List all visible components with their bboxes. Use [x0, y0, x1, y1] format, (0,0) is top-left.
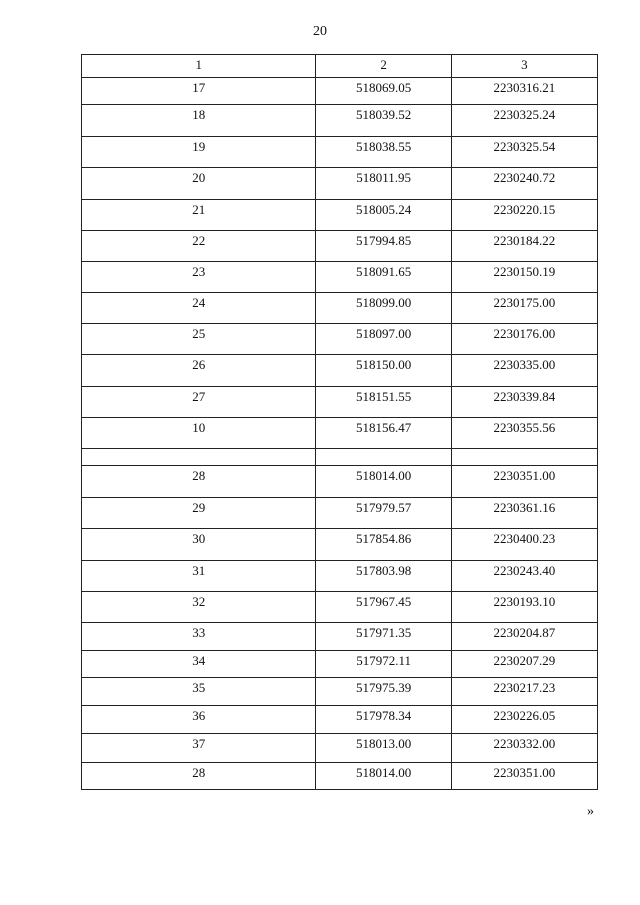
cell-point-number: 24 [82, 293, 316, 324]
cell-y-coordinate: 2230335.00 [451, 355, 597, 387]
closing-quote-mark: » [587, 804, 594, 819]
cell-point-number [82, 449, 316, 466]
cell-x-coordinate: 517972.11 [316, 651, 451, 678]
cell-y-coordinate: 2230240.72 [451, 168, 597, 200]
cell-y-coordinate: 2230332.00 [451, 734, 597, 763]
cell-y-coordinate: 2230150.19 [451, 262, 597, 293]
cell-x-coordinate: 517975.39 [316, 678, 451, 706]
cell-x-coordinate: 518038.55 [316, 137, 451, 168]
table-row [82, 498, 598, 529]
cell-x-coordinate: 517967.45 [316, 592, 451, 623]
cell-point-number: 17 [82, 78, 316, 105]
cell-y-coordinate: 2230204.87 [451, 623, 597, 651]
cell-y-coordinate: 2230176.00 [451, 324, 597, 355]
cell-x-coordinate: 517978.34 [316, 706, 451, 734]
cell-point-number: 25 [82, 324, 316, 355]
cell-y-coordinate: 2230355.56 [451, 418, 597, 449]
cell-y-coordinate: 2230184.22 [451, 231, 597, 262]
cell-y-coordinate: 2230193.10 [451, 592, 597, 623]
cell-x-coordinate: 518099.00 [316, 293, 451, 324]
cell-y-coordinate: 2230351.00 [451, 466, 597, 498]
cell-x-coordinate [316, 449, 451, 466]
table-row [82, 324, 598, 355]
table-row [82, 763, 598, 790]
cell-point-number: 37 [82, 734, 316, 763]
cell-x-coordinate: 518097.00 [316, 324, 451, 355]
cell-point-number: 32 [82, 592, 316, 623]
cell-y-coordinate: 2230339.84 [451, 387, 597, 418]
table-row [82, 387, 598, 418]
cell-point-number: 23 [82, 262, 316, 293]
table-row [82, 529, 598, 561]
cell-x-coordinate: 518011.95 [316, 168, 451, 200]
cell-x-coordinate: 517979.57 [316, 498, 451, 529]
table-row [82, 262, 598, 293]
cell-y-coordinate: 2230400.23 [451, 529, 597, 561]
cell-point-number: 30 [82, 529, 316, 561]
table-row [82, 231, 598, 262]
cell-y-coordinate: 2230361.16 [451, 498, 597, 529]
page-number: 20 [313, 24, 327, 39]
table-row [82, 734, 598, 763]
table-row [82, 623, 598, 651]
cell-x-coordinate: 518151.55 [316, 387, 451, 418]
cell-point-number: 21 [82, 200, 316, 231]
table-row [82, 678, 598, 706]
header-cell-y: 3 [451, 55, 597, 78]
cell-x-coordinate: 518014.00 [316, 466, 451, 498]
table-row [82, 592, 598, 623]
cell-point-number: 26 [82, 355, 316, 387]
cell-y-coordinate: 2230226.05 [451, 706, 597, 734]
cell-point-number: 22 [82, 231, 316, 262]
cell-point-number: 27 [82, 387, 316, 418]
cell-x-coordinate: 518069.05 [316, 78, 451, 105]
cell-x-coordinate: 517803.98 [316, 561, 451, 592]
cell-y-coordinate: 2230243.40 [451, 561, 597, 592]
cell-point-number: 18 [82, 105, 316, 137]
table-row [82, 466, 598, 498]
cell-point-number: 10 [82, 418, 316, 449]
table-row [82, 418, 598, 449]
cell-y-coordinate: 2230207.29 [451, 651, 597, 678]
cell-y-coordinate: 2230351.00 [451, 763, 597, 790]
cell-y-coordinate: 2230316.21 [451, 78, 597, 105]
cell-x-coordinate: 517994.85 [316, 231, 451, 262]
cell-x-coordinate: 517971.35 [316, 623, 451, 651]
table-row [82, 78, 598, 105]
cell-y-coordinate: 2230325.24 [451, 105, 597, 137]
cell-point-number: 31 [82, 561, 316, 592]
cell-y-coordinate [451, 449, 597, 466]
table-row [82, 105, 598, 137]
cell-point-number: 28 [82, 466, 316, 498]
cell-x-coordinate: 518039.52 [316, 105, 451, 137]
table-header-row [82, 55, 598, 78]
cell-point-number: 29 [82, 498, 316, 529]
table-row [82, 293, 598, 324]
cell-point-number: 36 [82, 706, 316, 734]
table-row [82, 168, 598, 200]
cell-x-coordinate: 518091.65 [316, 262, 451, 293]
cell-y-coordinate: 2230325.54 [451, 137, 597, 168]
table-row [82, 561, 598, 592]
table-row [82, 200, 598, 231]
table-body [82, 78, 598, 790]
header-cell-point-number: 1 [82, 55, 316, 78]
table-row [82, 355, 598, 387]
header-cell-x: 2 [316, 55, 451, 78]
cell-x-coordinate: 518150.00 [316, 355, 451, 387]
table-row [82, 137, 598, 168]
cell-point-number: 20 [82, 168, 316, 200]
table-row [82, 449, 598, 466]
cell-x-coordinate: 518013.00 [316, 734, 451, 763]
table-row [82, 706, 598, 734]
cell-point-number: 35 [82, 678, 316, 706]
table-row [82, 651, 598, 678]
cell-y-coordinate: 2230220.15 [451, 200, 597, 231]
cell-x-coordinate: 518005.24 [316, 200, 451, 231]
cell-point-number: 33 [82, 623, 316, 651]
cell-y-coordinate: 2230217.23 [451, 678, 597, 706]
cell-x-coordinate: 518156.47 [316, 418, 451, 449]
cell-x-coordinate: 517854.86 [316, 529, 451, 561]
cell-point-number: 19 [82, 137, 316, 168]
cell-point-number: 34 [82, 651, 316, 678]
coordinates-table [81, 54, 598, 790]
cell-point-number: 28 [82, 763, 316, 790]
cell-y-coordinate: 2230175.00 [451, 293, 597, 324]
cell-x-coordinate: 518014.00 [316, 763, 451, 790]
